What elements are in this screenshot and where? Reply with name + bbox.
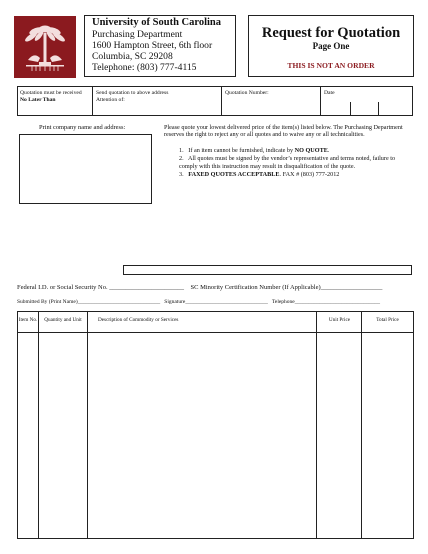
- company-address-field[interactable]: [19, 134, 152, 204]
- divider: [92, 87, 93, 115]
- item-number: 1.: [179, 146, 184, 154]
- page-number: Page One: [312, 41, 350, 51]
- city: Columbia, SC 29208: [92, 51, 173, 62]
- intro-text: Please quote your lowest delivered price of the item(s) listed below. The Purchasing Department reserves the right to reject any or all quotes and to waive any or all technicalities.: [164, 124, 403, 139]
- instructions: [164, 124, 414, 178]
- column-divider: [38, 312, 39, 538]
- quotation-number-label: Quotation Number:: [225, 90, 269, 96]
- divider: [320, 87, 321, 115]
- send-label: Send quotation to above address: [96, 90, 169, 96]
- item-number: 2.: [179, 155, 184, 163]
- palmetto-tree-icon: [14, 16, 76, 78]
- column-divider: [361, 312, 362, 538]
- quotation-info-row: [17, 86, 413, 116]
- company-label: Print company name and address:: [39, 124, 126, 131]
- instruction-item: [177, 171, 414, 178]
- address: 1600 Hampton Street, 6th floor: [92, 40, 213, 51]
- column-header-quantity: Quantity and Unit: [44, 317, 82, 323]
- column-divider: [316, 312, 317, 538]
- date-divider: [378, 102, 379, 115]
- submitter-fields-row: [17, 299, 417, 306]
- instruction-item: [177, 147, 414, 154]
- item-text-after: .: [327, 146, 330, 154]
- received-label: Quotation must be received: [20, 90, 82, 96]
- instruction-list: [164, 147, 414, 179]
- department: Purchasing Department: [92, 29, 183, 40]
- column-header-description: Description of Commodity or Services: [98, 317, 179, 323]
- item-bold: FAXED QUOTES ACCEPTABLE: [188, 171, 280, 179]
- item-number: 3.: [179, 171, 184, 179]
- instruction-item: [177, 155, 414, 170]
- item-text: All quotes must be signed by the vendor’s representative and terms noted, failure to comply with this instruction may result in disqualification of the quote.: [179, 155, 396, 170]
- org-name: University of South Carolina: [92, 17, 222, 28]
- rfq-title-box: [248, 15, 414, 77]
- item-text-after: . FAX # (803) 777-2012: [279, 171, 340, 179]
- telephone: Telephone: (803) 777-4115: [92, 62, 197, 73]
- signature-field[interactable]: Signature______________________________: [164, 299, 268, 305]
- send-to-cell[interactable]: [94, 87, 219, 115]
- federal-id-field[interactable]: Federal I.D. or Social Security No. _______________________: [17, 284, 184, 291]
- no-later-than-label: No Later Than: [20, 97, 56, 103]
- submitted-by-field[interactable]: Submitted By (Print Name)______________________________: [17, 299, 161, 305]
- date-divider: [350, 102, 351, 115]
- quotation-number-cell[interactable]: [223, 87, 318, 115]
- vendor-entry-field[interactable]: [123, 265, 412, 275]
- column-header-item-no: Item No.: [18, 317, 38, 323]
- telephone-field[interactable]: Telephone_______________________________: [271, 299, 380, 305]
- item-bold: NO QUOTE: [294, 146, 328, 154]
- column-header-total-price: Total Price: [376, 317, 399, 323]
- sc-minority-field[interactable]: SC Minority Certification Number (If Applicable)___________________: [190, 284, 383, 291]
- header-separator: [18, 332, 413, 333]
- column-header-unit-price: Unit Price: [328, 317, 351, 323]
- items-table: [17, 311, 414, 539]
- page-title: Request for Quotation: [261, 25, 401, 41]
- attention-label: Attention of:: [96, 97, 125, 103]
- date-cell[interactable]: [322, 87, 410, 115]
- date-label: Date: [324, 90, 335, 96]
- id-fields-row: [17, 284, 417, 292]
- divider: [221, 87, 222, 115]
- not-order-notice: THIS IS NOT AN ORDER: [287, 61, 375, 70]
- organization-box: [84, 15, 236, 77]
- item-text: If an item cannot be furnished, indicate by: [188, 146, 295, 154]
- university-logo: [14, 16, 76, 78]
- received-cell[interactable]: [18, 87, 92, 115]
- column-divider: [87, 312, 88, 538]
